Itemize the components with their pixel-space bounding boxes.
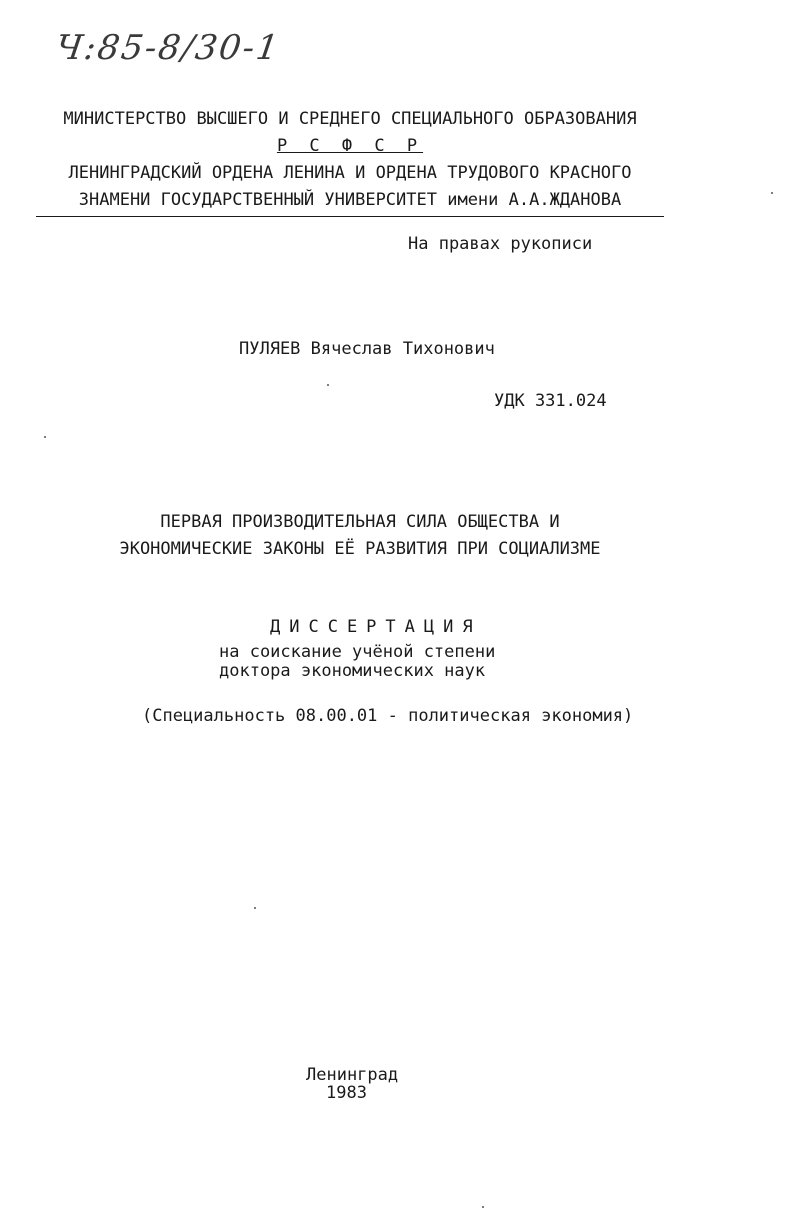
speck <box>327 384 329 386</box>
ministry-line: МИНИСТЕРСТВО ВЫСШЕГО И СРЕДНЕГО СПЕЦИАЛЬНОГО ОБРАЗОВАНИЯ <box>63 109 637 129</box>
university-line-1: ЛЕНИНГРАДСКИЙ ОРДЕНА ЛЕНИНА И ОРДЕНА ТРУДОВОГО КРАСНОГО <box>68 163 632 183</box>
university-line-2: ЗНАМЕНИ ГОСУДАРСТВЕННЫЙ УНИВЕРСИТЕТ имени А.А.ЖДАНОВА <box>78 190 622 210</box>
speck <box>482 1206 484 1208</box>
degree-line-2: доктора экономических наук <box>219 661 486 681</box>
speck <box>254 907 256 909</box>
title-line-1: ПЕРВАЯ ПРОИЗВОДИТЕЛЬНАЯ СИЛА ОБЩЕСТВА И <box>160 512 560 532</box>
speck <box>44 436 46 438</box>
republic-name: Р С Ф С Р <box>276 136 424 156</box>
city-name: Ленинград <box>306 1065 399 1085</box>
degree-line-1: на соискание учёной степени <box>219 642 496 662</box>
author-name: ПУЛЯЕВ Вячеслав Тихонович <box>239 339 495 359</box>
year: 1983 <box>326 1083 367 1103</box>
handwritten-catalog-number: Ч:85-8/30-1 <box>53 28 283 68</box>
speck <box>771 192 773 194</box>
manuscript-note: На правах рукописи <box>408 234 593 254</box>
dissertation-label: ДИССЕРТАЦИЯ <box>270 617 482 637</box>
specialty-line: (Специальность 08.00.01 - политическая экономия) <box>142 706 634 726</box>
header-divider <box>36 216 664 217</box>
title-line-2: ЭКОНОМИЧЕСКИЕ ЗАКОНЫ ЕЁ РАЗВИТИЯ ПРИ СОЦИАЛИЗМЕ <box>119 539 601 559</box>
udc-code: УДК 331.024 <box>494 391 607 411</box>
republic-line <box>40 136 660 156</box>
